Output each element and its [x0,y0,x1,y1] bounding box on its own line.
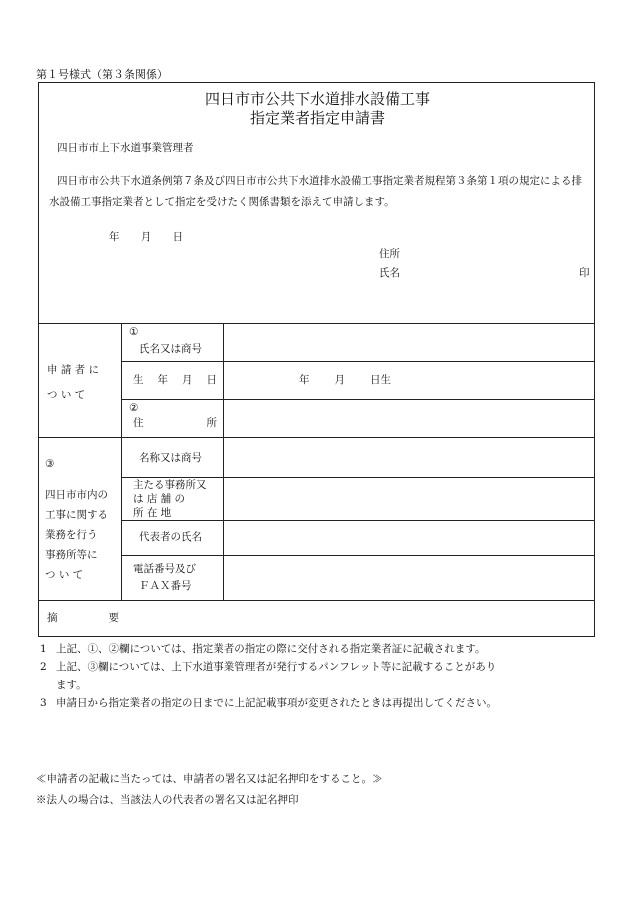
application-statement: 四日市市公共下水道条例第７条及び四日市市公共下水道排水設備工事指定業者規程第３条第１項の規定による排水設備工事指定業者として指定を受けたく関係書類を添えて申請します。 [49,175,582,208]
representative-name-label: 代表者の氏名 [139,531,202,543]
applicant-section-label-line [47,388,113,403]
office-section-label-line: 業務を行う [45,529,98,541]
seal-mark: 印 [579,267,590,279]
dob-year-suffix: 年 [299,374,310,386]
office-name-label: 名称又は商号 [139,452,202,464]
notes-list [40,640,600,712]
note-number: 2 [40,661,47,673]
dob-month-suffix: 月 [334,374,345,386]
phone-fax-label-line: ＦＡＸ番号 [139,580,192,592]
signature-instruction: ≪申請者の記載に当たっては、申請者の署名又は記名押印をすること。≫ [36,773,383,785]
office-location-label-line: 主たる事務所又 [133,479,207,491]
applicant-name-label: 氏名 [379,267,400,279]
office-section-label-line: 事務所等に [45,549,98,561]
note-text: 申請日から指定業者の指定の日までに上記記載事項が変更されたときは再提出してください。 [56,697,497,709]
note-item [40,658,600,694]
dob-char: 年 [157,374,168,386]
corporate-signature-note: ※法人の場合は、当該法人の代表者の署名又は記名押印 [36,794,299,806]
applicant-address-label [133,416,217,431]
address-char: 住 [133,417,144,429]
applicant-name-label: 氏名又は商号 [139,343,202,355]
name-marker: ① [129,326,139,338]
note-item [40,640,600,658]
remarks-char: 要 [108,612,119,624]
remarks-label [47,611,119,626]
application-form-frame [38,82,595,637]
office-section-label [45,485,119,585]
form-title-line-1: 四日市市公共下水道排水設備工事 [204,90,430,108]
phone-fax-field[interactable] [225,555,593,600]
dob-field[interactable] [299,373,391,388]
applicant-section-label-line [47,363,113,378]
form-number-label: 第１号様式（第３条関係） [36,68,168,81]
applicant-section-label-text-1: 申 請 者 に [47,364,100,376]
applicant-address-field[interactable] [225,399,593,437]
note-number: 1 [40,643,47,655]
dob-char: 生 [133,374,144,386]
dob-day-suffix: 日生 [370,374,391,386]
column-divider [223,323,224,600]
office-location-label-line: 所 在 地 [133,507,172,519]
office-name-field[interactable] [225,437,593,477]
office-location-field[interactable] [225,477,593,520]
phone-fax-label [133,561,219,595]
row-divider [121,361,594,362]
office-location-label-line: は 店 舗 の [133,493,186,505]
addressee: 四日市市上下水道事業管理者 [57,142,194,154]
applicant-section-label [47,363,113,403]
address-marker: ② [129,402,139,414]
remarks-char: 摘 [47,612,58,624]
form-title-line-2: 指定業者指定申請書 [249,109,385,127]
note-text: 上記、③欄については、上下水道事業管理者が発行するパンフレット等に記載することがあり [56,661,497,673]
dob-char: 日 [206,374,217,386]
representative-name-field[interactable] [225,520,593,555]
office-section-label-line: つ い て [45,569,84,581]
address-char: 所 [206,417,217,429]
office-location-label [133,478,219,520]
applicant-address-label: 住所 [379,248,400,260]
phone-fax-label-line: 電話番号及び [133,563,196,575]
note-text: 上記、①、②欄については、指定業者の指定の際に交付される指定業者証に記載されます。 [56,643,486,655]
office-marker: ③ [45,458,55,470]
applicant-name-field[interactable] [225,323,593,361]
applicant-section-label-text-2: つ い て [47,389,86,401]
office-section-label-line: 工事に関する [45,509,108,521]
date-line: 年 月 日 [109,231,184,243]
dob-label [133,373,217,388]
remarks-field[interactable] [125,601,593,635]
column-divider [121,323,122,600]
dob-char: 月 [182,374,193,386]
note-text-continued: ます。 [56,679,87,691]
note-item [40,694,600,712]
note-number: 3 [40,697,47,709]
office-section-label-line: 四日市市内の [45,489,108,501]
